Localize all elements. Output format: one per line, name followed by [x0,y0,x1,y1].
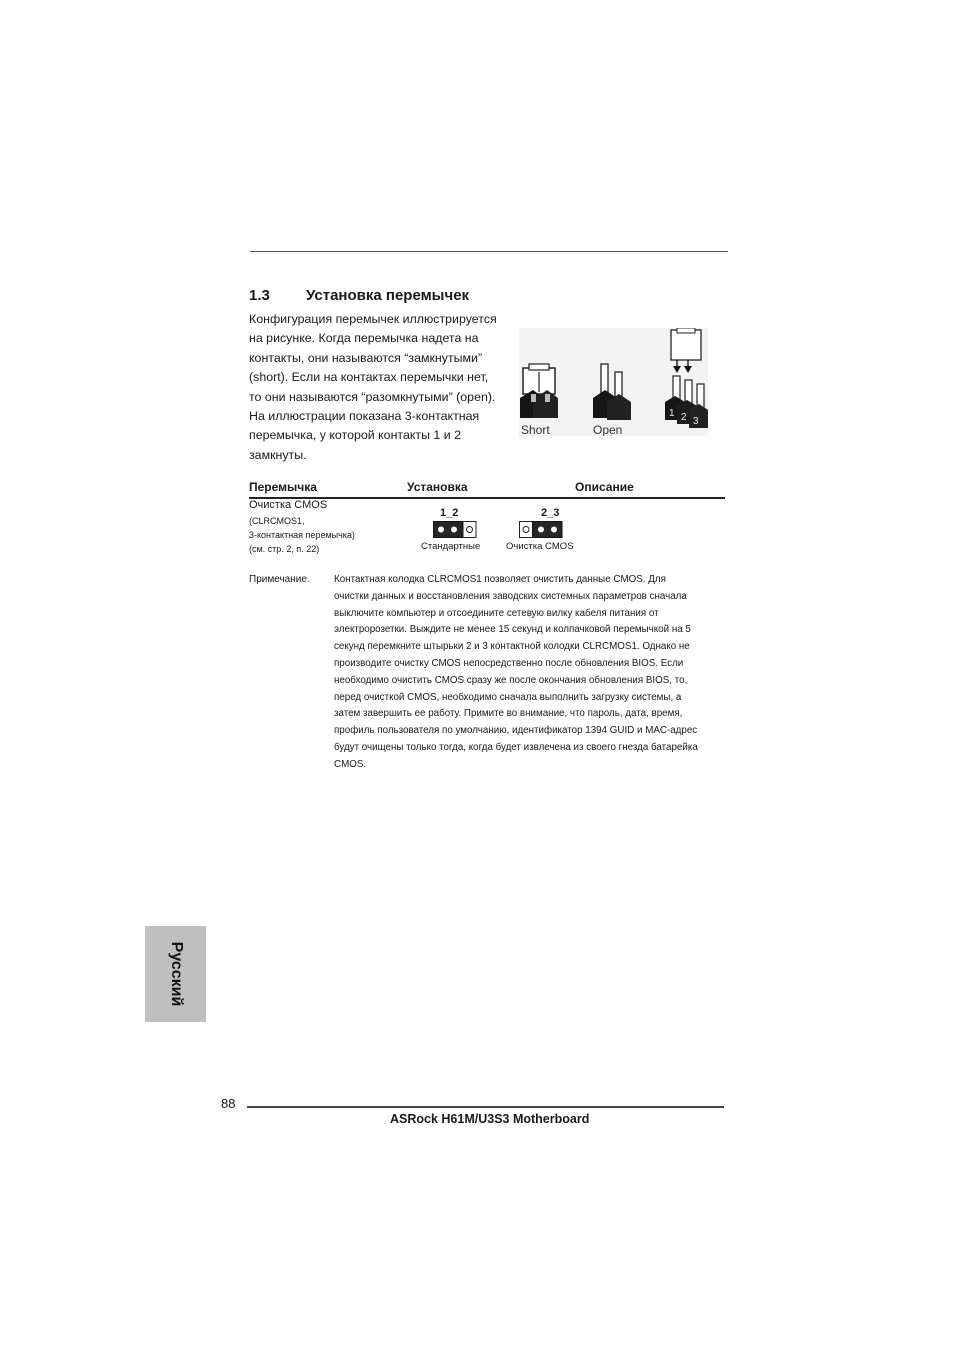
clear-pin-header [519,521,563,543]
note-line: выключите компьютер и отсоедините сетевую вилку кабеля питания от [334,607,659,619]
intro-line: На иллюстрации показана 3-контактная [249,409,480,424]
header-rule [250,251,728,252]
pin-number: 2 [681,412,687,423]
header-jumper: Перемычка [249,480,317,494]
intro-line: перемычка, у которой контакты 1 и 2 [249,428,462,443]
row-jumper-detail: 3-контактная перемычка) [249,530,355,540]
jumper-illustration-svg [519,328,708,436]
note-line: Контактная колодка CLRCMOS1 позволяет очистить данные CMOS. Для [334,574,666,585]
open-label: Open [593,423,623,436]
pin-number: 1 [669,408,675,419]
pin-number: 3 [693,416,699,427]
note-line: очистки данных и восстановления заводских системных параметров сначала [334,590,687,602]
note-line: производите очистку CMOS непосредственно после обновления BIOS. Если [334,657,684,669]
default-pin-header [433,521,477,543]
clear-caption: Очистка CMOS [506,541,574,552]
note-line: CMOS. [334,758,367,770]
clear-pin-header-icon [519,521,563,538]
row-jumper-name: Очистка CMOS [249,499,328,511]
note-line: необходимо очистить CMOS сразу же после окончания обновления BIOS, то, [334,674,688,686]
footer-rule [247,1106,724,1108]
default-caption: Стандартные [421,541,481,552]
jumper-illustration [519,328,708,436]
default-pins-label: 1_2 [440,507,459,519]
note-label: Примечание. [249,574,310,585]
footer-product: ASRock H61M/U3S3 Motherboard [390,1112,590,1126]
intro-line: то они называются “разомкнутыми” (open). [249,389,496,404]
intro-line: замкнуты. [249,447,307,462]
intro-line: контакты, они называются “замкнутыми” [249,350,483,365]
note-body [334,572,726,774]
intro-line: Конфигурация перемычек иллюстрируется [249,312,497,326]
default-pin-header-icon [433,521,477,538]
language-tab-label: Русский [167,941,185,1007]
note-line: перед очисткой CMOS, необходимо сначала выполнить загрузку системы, а [334,691,682,703]
note-line: затем завершить ее работу. Примите во внимание, что пароль, дата, время, [334,708,683,720]
open-jumper-drawing [593,364,631,420]
intro-line: на рисунке. Когда перемычка надета на [249,331,479,346]
language-tab [145,926,206,1022]
section-heading [249,287,469,304]
note-line: профиль пользователя по умолчанию, идентификатор 1394 GUID и MAC-адрес [334,725,698,737]
table-header [249,480,725,498]
short-jumper-drawing [520,364,558,418]
page-number: 88 [221,1096,236,1111]
clear-pins-label: 2_3 [541,507,560,519]
section-title: Установка перемычек [306,287,470,304]
row-jumper-detail: (CLRCMOS1, [249,516,305,526]
intro-paragraph [249,310,511,465]
note-line: секунд перемкните штырьки 2 и 3 контактной колодки CLRCMOS1. Однако не [334,641,690,653]
note-line: электророзетки. Выждите не менее 15 секунд и колпачковой перемычкой на 5 [334,624,691,636]
section-number: 1.3 [249,287,270,304]
header-description: Описание [575,480,634,494]
header-setting: Установка [407,480,468,494]
row-jumper-detail: (см. стр. 2, п. 22) [249,544,320,554]
short-label: Short [521,423,550,436]
note-line: будут очищены только тогда, когда будет извлечена из своего гнезда батарейка [334,741,698,753]
intro-line: (short). Если на контактах перемычки нет, [249,370,489,385]
